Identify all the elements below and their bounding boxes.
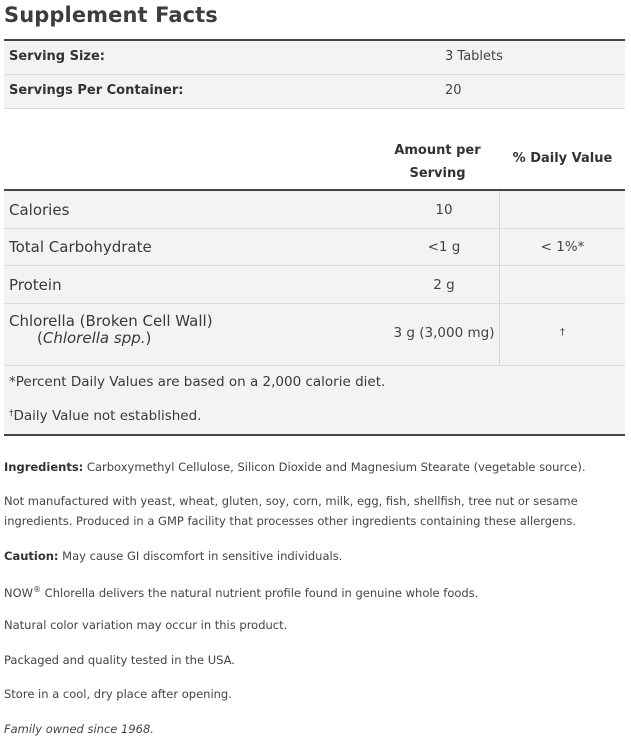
caution-paragraph <box>4 546 625 566</box>
bottom-divider <box>4 434 625 436</box>
nutrient-name: Protein <box>9 276 62 294</box>
brand-paragraph <box>4 580 625 603</box>
nutrient-name: Chlorella (Broken Cell Wall) <box>9 312 213 330</box>
servings-per-container-row <box>4 75 625 109</box>
nutrient-name: Total Carbohydrate <box>9 238 152 256</box>
ingredients-paragraph <box>4 457 625 477</box>
nutrient-daily-value: < 1%* <box>540 239 585 255</box>
nutrient-row-protein <box>4 266 625 304</box>
nutrient-sub-name: (Chlorella spp.) <box>37 329 152 347</box>
amount-header-line1: Amount per <box>394 143 481 158</box>
serving-size-label: Serving Size: <box>9 49 106 64</box>
species-name: Chlorella spp. <box>42 329 146 347</box>
servings-per-container-value: 20 <box>445 83 462 98</box>
amount-header-line2: Serving <box>409 166 466 181</box>
family-owned-paragraph: Family owned since 1968. <box>4 722 154 736</box>
column-divider <box>499 191 500 228</box>
servings-per-container-label: Servings Per Container: <box>9 83 184 98</box>
page-title: Supplement Facts <box>4 3 218 27</box>
nutrient-amount: <1 g <box>427 239 461 255</box>
amount-per-serving-header <box>385 139 490 185</box>
packaged-paragraph: Packaged and quality tested in the USA. <box>4 653 235 667</box>
daily-value-not-established-footnote <box>9 408 201 424</box>
caution-text: May cause GI discomfort in sensitive individuals. <box>58 549 343 563</box>
percent-daily-value-footnote: *Percent Daily Values are based on a 2,000 calorie diet. <box>9 374 386 390</box>
brand-name: NOW <box>4 585 34 600</box>
nutrient-amount: 2 g <box>433 277 455 293</box>
nutrient-amount: 10 <box>435 202 453 218</box>
nutrient-row-carbohydrate <box>4 229 625 266</box>
not-established-text: Daily Value not established. <box>13 408 202 424</box>
ingredients-label: Ingredients: <box>4 460 84 474</box>
allergen-paragraph: Not manufactured with yeast, wheat, gluten, soy, corn, milk, egg, fish, shellfish, tree nut or sesame ingredients. Produced in a GMP facility that processes other ingredients containing these allergens. <box>4 494 578 528</box>
ingredients-text: Carboxymethyl Cellulose, Silicon Dioxide and Magnesium Stearate (vegetable source). <box>83 460 586 474</box>
daily-value-header: % Daily Value <box>512 151 613 166</box>
column-divider <box>499 266 500 303</box>
serving-size-value: 3 Tablets <box>445 49 503 64</box>
storage-paragraph: Store in a cool, dry place after opening. <box>4 687 232 701</box>
serving-size-row <box>4 41 625 75</box>
color-variation-paragraph: Natural color variation may occur in this product. <box>4 618 288 632</box>
brand-text: Chlorella delivers the natural nutrient profile found in genuine whole foods. <box>41 585 479 600</box>
nutrient-row-calories <box>4 191 625 229</box>
nutrient-row-chlorella <box>4 304 625 366</box>
registered-mark: ® <box>33 585 42 594</box>
caution-label: Caution: <box>4 549 59 563</box>
nutrient-daily-value-dagger: † <box>560 327 565 338</box>
dagger-symbol: † <box>9 409 14 419</box>
nutrient-name: Calories <box>9 201 70 219</box>
nutrient-amount: 3 g (3,000 mg) <box>393 325 495 341</box>
